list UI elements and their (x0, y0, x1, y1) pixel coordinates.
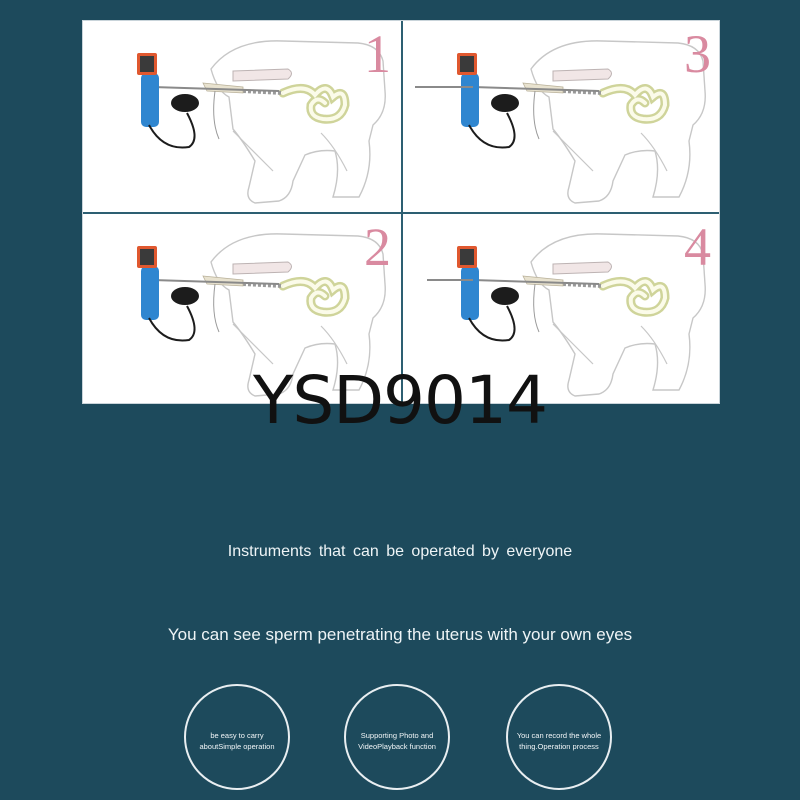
insemination-illustration (83, 21, 401, 212)
feature-circle-record (506, 684, 612, 790)
tagline-see-sperm: You can see sperm penetrating the uterus with your own eyes (167, 625, 633, 644)
step-number: 2 (364, 217, 391, 277)
step-number: 1 (364, 24, 391, 84)
step-number: 4 (684, 217, 711, 277)
grid-divider-horizontal (83, 212, 719, 214)
feature-label: be easy to carry aboutSimple operation (199, 731, 275, 751)
step-panel-3 (403, 21, 721, 212)
feature-label: Supporting Photo and VideoPlayback function (358, 731, 436, 751)
feature-label: You can record the whole thing.Operation process (516, 731, 602, 751)
step-panel-1 (83, 21, 401, 212)
procedure-steps-grid (82, 20, 720, 404)
feature-circle-portable (184, 684, 290, 790)
feature-circle-playback (344, 684, 450, 790)
model-name: YSD9014 (253, 362, 547, 439)
insemination-illustration (403, 21, 721, 212)
tagline-operated-by-everyone: Instruments that can be operated by everyone (227, 543, 573, 560)
step-number: 3 (684, 24, 711, 84)
